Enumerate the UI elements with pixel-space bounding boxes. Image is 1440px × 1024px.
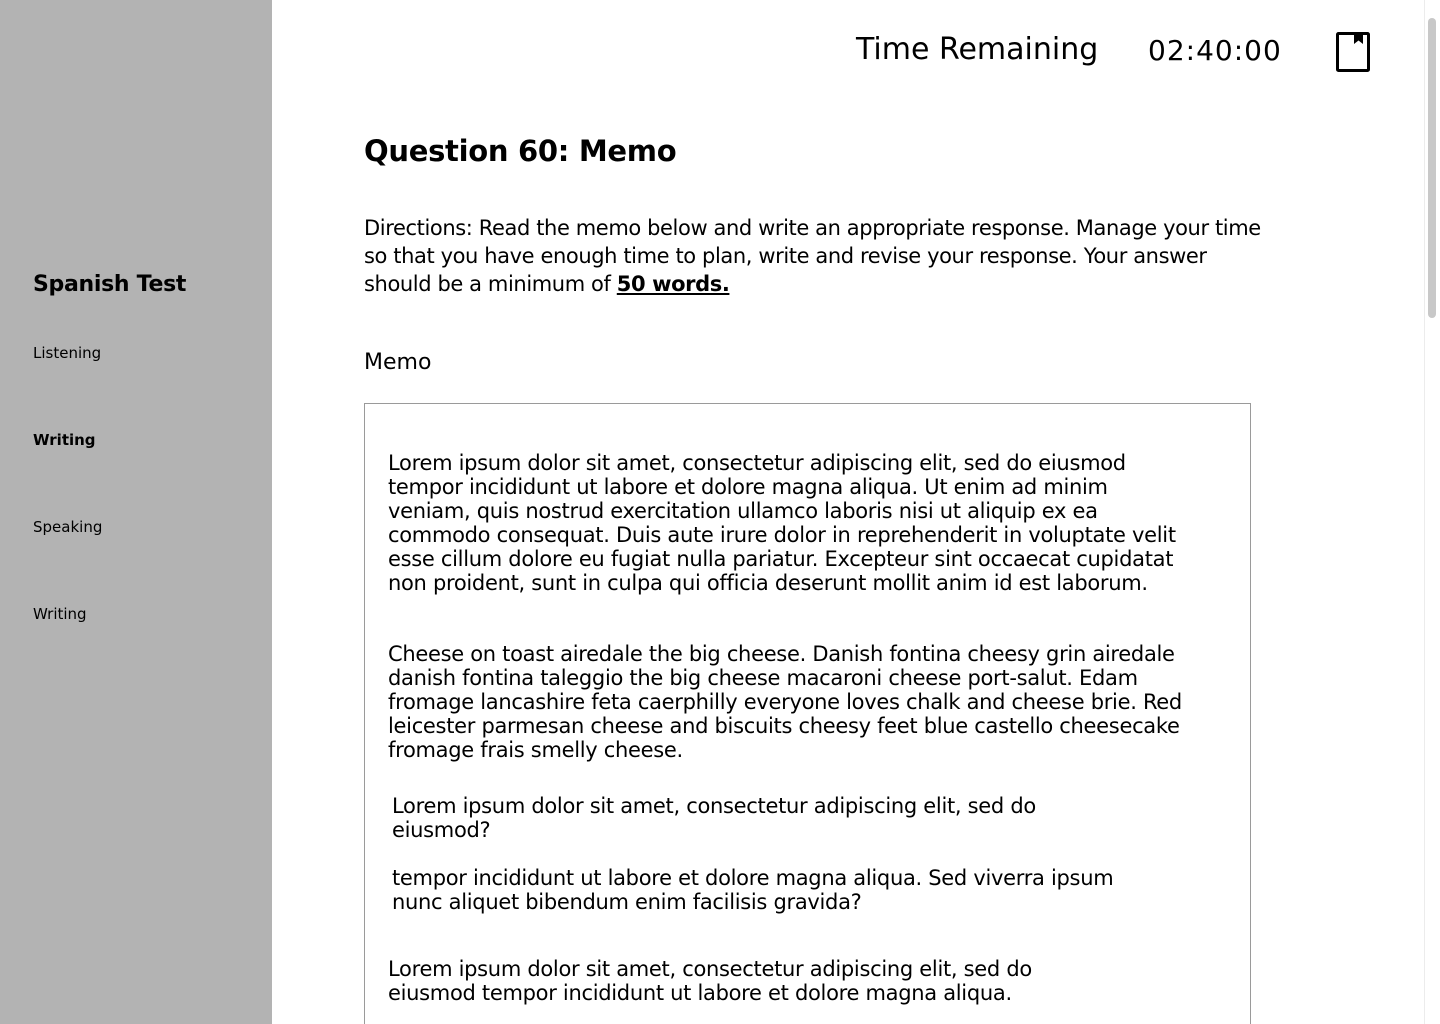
scrollbar-thumb[interactable] xyxy=(1428,18,1436,318)
timer-label: Time Remaining xyxy=(856,32,1099,67)
memo-question: tempor incididunt ut labore et dolore magna aliqua. Sed viverra ipsum nunc aliquet bibendum enim facilisis gravida? xyxy=(392,866,1114,914)
main-content xyxy=(272,0,1424,1024)
question-title: Question 60: Memo xyxy=(364,134,677,168)
memo-question: Lorem ipsum dolor sit amet, consectetur adipiscing elit, sed do eiusmod? xyxy=(392,794,1036,842)
page-scrollbar[interactable] xyxy=(1424,0,1440,1024)
sidebar-item-writing-active[interactable]: Writing xyxy=(33,431,96,449)
memo-heading: Memo xyxy=(364,350,432,375)
timer-value: 02:40:00 xyxy=(1148,34,1282,67)
memo-paragraph: Lorem ipsum dolor sit amet, consectetur adipiscing elit, sed do eiusmod tempor incididunt ut labore et dolore magna aliqua. Ut enim ad minim veniam, quis nostrud exercitation ullamco laboris nisi ut aliquip ex ea commodo consequat. Duis aute irure dolor in reprehenderit in voluptate velit esse cillum dolore eu fugiat nulla pariatur. Excepteur sint occaecat cupidatat non proident, sunt in culpa qui officia deserunt mollit anim id est laborum. xyxy=(388,451,1176,595)
sidebar-item-speaking[interactable]: Speaking xyxy=(33,518,103,536)
directions-text: Read the memo below and write an appropriate response. Manage your time so that you have enough time to plan, write and revise your response. Your answer should be a minimum of xyxy=(364,216,1261,296)
memo-paragraph: Cheese on toast airedale the big cheese. Danish fontina cheesy grin airedale danish fontina taleggio the big cheese macaroni cheese port-salut. Edam fromage lancashire feta caerphilly everyone loves chalk and cheese brie. Red leicester parmesan cheese and biscuits cheesy feet blue castello cheesecake fromage frais smelly cheese. xyxy=(388,642,1182,762)
app-title: Spanish Test xyxy=(33,272,187,297)
word-requirement: 50 words. xyxy=(616,272,730,296)
directions xyxy=(364,214,1264,298)
directions-label: Directions: xyxy=(364,216,473,240)
sidebar-item-writing[interactable]: Writing xyxy=(33,605,87,623)
bookmark-icon[interactable] xyxy=(1336,32,1370,72)
memo-box xyxy=(364,403,1251,1024)
sidebar xyxy=(0,0,272,1024)
sidebar-item-listening[interactable]: Listening xyxy=(33,344,102,362)
memo-paragraph: Lorem ipsum dolor sit amet, consectetur adipiscing elit, sed do eiusmod tempor incididunt ut labore et dolore magna aliqua. xyxy=(388,957,1032,1005)
